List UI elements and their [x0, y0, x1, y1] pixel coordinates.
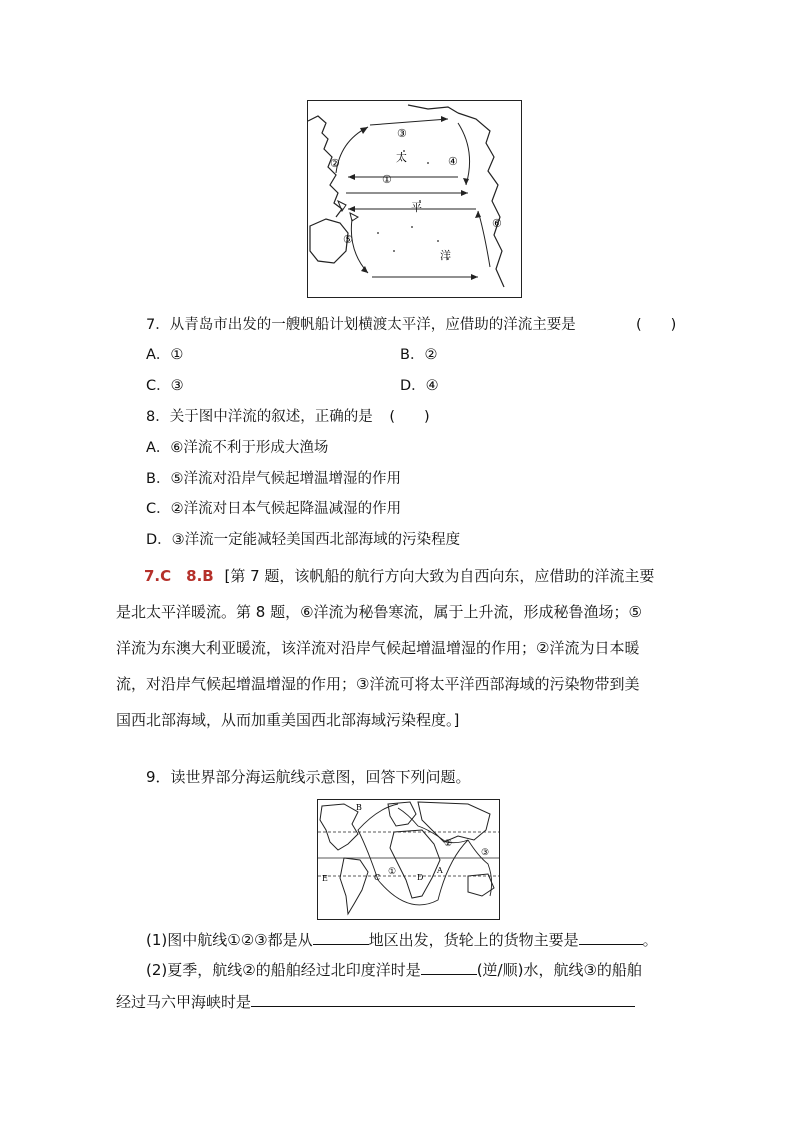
pacific-currents-map	[307, 100, 522, 298]
arrowheads	[348, 116, 481, 280]
peru-current	[478, 211, 490, 267]
marker-3: ③	[397, 127, 407, 140]
q9-sub2-text-b: (逆/顺)水，航线③的船舶	[476, 961, 642, 979]
answer-line-5: 国西北部海域，从而加重美国西北部海域污染程度。]	[116, 711, 460, 729]
q7-option-d: D．④	[400, 378, 439, 394]
q8-answer-paren: ( )	[389, 409, 430, 425]
australia	[468, 874, 494, 896]
label-route-1: ①	[388, 867, 397, 877]
q9-sub2-blank-direction[interactable]	[421, 958, 477, 975]
marker-6: ⑥	[492, 217, 502, 230]
alaska-coastline	[408, 105, 458, 113]
north-pacific-drift	[370, 119, 448, 125]
label-b: B	[356, 803, 362, 812]
q7-option-b: B．②	[400, 347, 438, 363]
label-tai: 太	[396, 151, 407, 164]
q9-sub2-blank-strait[interactable]	[251, 990, 635, 1007]
answer-line-4: 流，对沿岸气候起增温增湿的作用；③洋流可将太平洋西部海域的污染物带到美	[116, 675, 640, 693]
q7-option-a: A．①	[146, 347, 184, 363]
q9-sub1-blank-goods[interactable]	[579, 928, 643, 945]
route-2	[398, 808, 468, 843]
americas-coastline	[458, 113, 504, 287]
asia	[418, 802, 490, 842]
q8-stem	[146, 407, 430, 427]
route-1	[358, 804, 468, 905]
q8-option-c: C．②洋流对日本气候起降温减湿的作用	[146, 501, 402, 517]
marker-5: ⑤	[343, 233, 353, 246]
q8-option-d: D．③洋流一定能减轻美国西北部海域的污染程度	[146, 532, 461, 548]
north-america	[320, 804, 358, 850]
answer-line-2: 是北太平洋暖流。第 8 题，⑥洋流为秘鲁寒流，属于上升流，形成秘鲁渔场；⑤	[116, 603, 642, 621]
answer-text-1: [第 7 题，该帆船的航行方向大致为自西向东，应借助的洋流主要	[224, 567, 655, 585]
south-america	[340, 858, 368, 914]
africa	[390, 830, 440, 898]
answer-explanation	[116, 558, 684, 738]
q8-option-a: A．⑥洋流不利于形成大渔场	[146, 440, 329, 456]
label-route-2: ②	[444, 839, 453, 849]
q9-sub1-text-c: 。	[642, 931, 658, 949]
q9-sub1-text-a: (1)图中航线①②③都是从	[146, 931, 313, 949]
california-current	[458, 123, 470, 185]
q7-stem-text: 7．从青岛市出发的一艘帆船计划横渡太平洋，应借助的洋流主要是	[146, 317, 576, 333]
label-ping: 平	[411, 201, 422, 214]
label-yang: 洋	[440, 249, 451, 262]
label-e: E	[322, 874, 328, 883]
q9-sub2-text-a: (2)夏季，航线②的船舶经过北印度洋时是	[146, 961, 421, 979]
kuroshio-current	[336, 127, 368, 173]
q9-sub1-blank-region[interactable]	[313, 928, 369, 945]
q9-sub2-text-c: 经过马六甲海峡时是	[116, 993, 252, 1011]
q9-stem: 9．读世界部分海运航线示意图，回答下列问题。	[146, 768, 471, 786]
q8-option-b: B．⑤洋流对沿岸气候起增温增湿的作用	[146, 471, 401, 487]
marker-2: ②	[330, 157, 340, 170]
label-route-3: ③	[481, 848, 490, 858]
pacific-map-graphic	[308, 101, 521, 297]
shipping-routes-map	[317, 799, 500, 920]
current-arrows	[336, 119, 490, 277]
q7-answer-paren: ( )	[636, 317, 677, 333]
label-c: C	[374, 873, 381, 882]
q9-sub1	[146, 928, 658, 950]
answer-line-3: 洋流为东澳大利亚暖流，该洋流对沿岸气候起增温增湿的作用；②洋流为日本暖	[116, 639, 640, 657]
q7-stem	[146, 315, 576, 335]
marker-4: ④	[448, 155, 458, 168]
answer-key: 7.C 8.B	[144, 567, 214, 585]
label-a: A	[437, 866, 443, 875]
east-australian-current	[351, 219, 368, 273]
shipping-map-graphic	[318, 800, 499, 919]
answer-line-1	[116, 558, 684, 594]
label-d: D	[417, 873, 424, 882]
q9-sub2-cont	[116, 990, 635, 1012]
routes	[358, 804, 492, 905]
marker-1: ①	[382, 173, 392, 186]
q7-option-c: C．③	[146, 378, 184, 394]
q9-sub2	[146, 958, 642, 980]
q8-stem-text: 8．关于图中洋流的叙述，正确的是	[146, 409, 373, 425]
q9-sub1-text-b: 地区出发，货轮上的货物主要是	[368, 931, 579, 949]
latitude-lines	[318, 832, 499, 876]
